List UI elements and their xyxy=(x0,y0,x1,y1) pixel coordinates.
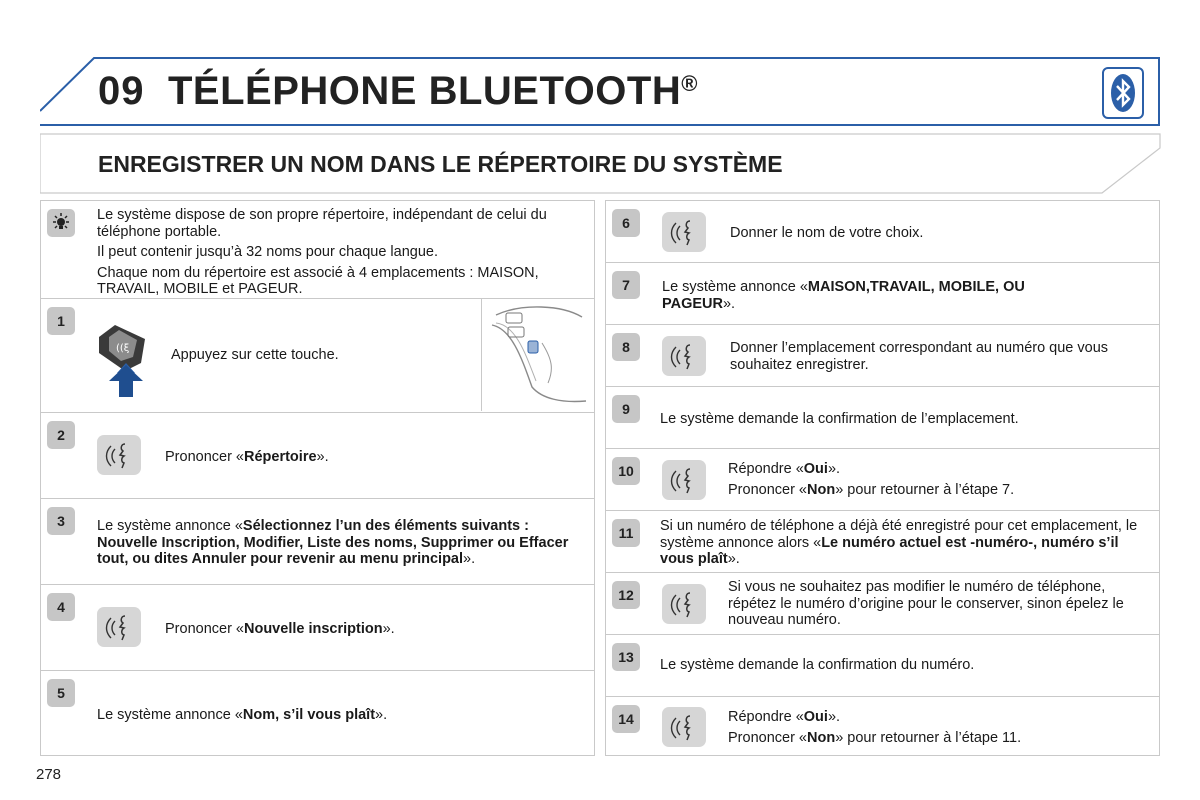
step-text-keyword: Oui xyxy=(803,461,828,477)
step-text-suffix: ». xyxy=(722,295,736,312)
step-text xyxy=(660,518,1140,568)
step-text-prefix: Le système annonce « xyxy=(662,279,808,295)
step-text-suffix: ». xyxy=(827,709,841,725)
step-number-badge: 1 xyxy=(47,307,75,335)
step-text-prefix: Prononcer « xyxy=(165,449,244,465)
step-text-keyword: Sélectionnez l’un des éléments suivants : Nouvelle Inscription, Modifier, Liste des noms, Supprimer ou Effacer tout, ou dites Annuler pour revenir au menu principal xyxy=(97,518,569,567)
voice-command-icon xyxy=(662,460,706,500)
step-number-badge: 9 xyxy=(612,395,640,423)
steering-wheel-illustration xyxy=(481,299,595,411)
step-text-suffix: ». xyxy=(375,707,388,723)
step-row xyxy=(606,635,1159,697)
step-number-badge: 13 xyxy=(612,643,640,671)
step-number-badge: 14 xyxy=(612,705,640,733)
step-text-keyword: Oui xyxy=(803,709,828,725)
voice-command-icon xyxy=(662,584,706,624)
steering-wheel-button-icon xyxy=(95,323,157,399)
step-row xyxy=(606,201,1159,263)
voice-command-icon xyxy=(662,212,706,252)
step-text-keyword: Répertoire xyxy=(244,449,317,465)
step-text-keyword: MAISON,TRAVAIL, MOBILE, OU PAGEUR xyxy=(662,279,1025,312)
step-text-suffix: ». xyxy=(727,551,740,567)
step-row xyxy=(41,499,594,585)
step-text-suffix: ». xyxy=(463,551,476,567)
chapter-title xyxy=(168,69,698,114)
step-number-badge: 4 xyxy=(47,593,75,621)
voice-command-icon xyxy=(662,707,706,747)
step-number-badge: 3 xyxy=(47,507,75,535)
step-text-keyword: Nouvelle inscription xyxy=(244,621,383,637)
step-text-suffix: » pour retourner à l’étape 7. xyxy=(835,481,1015,498)
step-number-badge: 10 xyxy=(612,457,640,485)
step-text-suffix: ». xyxy=(316,449,329,465)
step-text-prefix: Si un numéro de téléphone a déjà été enregistré pour cet emplacement, le système annonce alors « xyxy=(660,518,1138,551)
step-text: Si vous ne souhaitez pas modifier le numéro de téléphone, répétez le numéro d’origine pour le conserver, sinon épelez le nouveau numéro. xyxy=(728,579,1124,628)
step-row xyxy=(41,413,594,499)
step-row xyxy=(606,511,1159,573)
step-text: Donner l’emplacement correspondant au numéro que vous souhaitez enregistrer. xyxy=(730,340,1109,373)
voice-command-icon xyxy=(97,435,141,475)
step-text-keyword: Nom, s’il vous plaît xyxy=(242,707,376,723)
step-number-badge: 2 xyxy=(47,421,75,449)
step-text-prefix: Répondre « xyxy=(728,461,804,477)
step-row xyxy=(606,573,1159,635)
step-text xyxy=(728,461,1148,498)
step-text: Donner le nom de votre choix. xyxy=(730,225,924,241)
chapter-title-text: TÉLÉPHONE BLUETOOTH xyxy=(168,69,682,113)
step-text-line xyxy=(728,482,1148,499)
step-row xyxy=(606,387,1159,449)
step-text xyxy=(165,621,585,638)
chapter-number: 09 xyxy=(98,69,145,113)
step-text-line xyxy=(728,709,1148,726)
intro-text xyxy=(97,207,587,298)
step-number-badge: 6 xyxy=(612,209,640,237)
step-text-line xyxy=(728,730,1148,747)
bluetooth-icon xyxy=(1102,67,1144,119)
step-text-keyword: Non xyxy=(807,481,836,498)
intro-line: Chaque nom du répertoire est associé à 4 emplacements : MAISON, TRAVAIL, MOBILE et PAGEUR. xyxy=(97,264,539,297)
step-text-prefix: Prononcer « xyxy=(728,729,807,746)
step-text-keyword: Le numéro actuel est -numéro-, numéro s’il vous plaît xyxy=(660,534,1119,567)
section-title: ENREGISTRER UN NOM DANS LE RÉPERTOIRE DU SYSTÈME xyxy=(98,151,783,177)
step-text: Le système demande la confirmation de l’emplacement. xyxy=(660,411,1019,427)
voice-command-icon xyxy=(662,336,706,376)
intro-row xyxy=(41,201,594,299)
steps-panel-left xyxy=(40,200,595,756)
intro-line: Il peut contenir jusqu’à 32 noms pour chaque langue. xyxy=(97,244,438,260)
section-header xyxy=(40,133,1161,194)
voice-command-icon xyxy=(97,607,141,647)
step-text-prefix: Prononcer « xyxy=(165,621,244,637)
step-number-badge: 11 xyxy=(612,519,640,547)
step-text-keyword: Non xyxy=(807,729,836,746)
svg-text:((ξ: ((ξ xyxy=(116,343,130,354)
step-row xyxy=(606,697,1159,757)
step-row xyxy=(606,449,1159,511)
step-row xyxy=(606,325,1159,387)
trademark-symbol: ® xyxy=(681,71,698,96)
step-row xyxy=(606,263,1159,325)
step-text xyxy=(97,707,587,724)
step-text-suffix: ». xyxy=(382,621,395,637)
step-text-suffix: ». xyxy=(827,461,841,477)
steps-panel-right xyxy=(605,200,1160,756)
step-number-badge: 7 xyxy=(612,271,640,299)
step-text: Appuyez sur cette touche. xyxy=(171,347,339,363)
intro-line: Le système dispose de son propre répertoire, indépendant de celui du téléphone portable. xyxy=(97,207,547,240)
step-number-badge: 8 xyxy=(612,333,640,361)
page-number: 278 xyxy=(36,766,62,783)
step-text xyxy=(728,709,1148,746)
step-text-prefix: Le système annonce « xyxy=(97,707,243,723)
step-number-badge: 12 xyxy=(612,581,640,609)
chapter-header xyxy=(40,57,1160,126)
lightbulb-icon xyxy=(47,209,75,237)
step-text-prefix: Le système annonce « xyxy=(97,518,243,534)
step-text xyxy=(165,449,585,466)
step-text xyxy=(662,279,1052,312)
step-text xyxy=(97,518,587,568)
step-text: Le système demande la confirmation du numéro. xyxy=(660,657,975,673)
step-row xyxy=(41,671,594,757)
step-row xyxy=(41,299,594,413)
step-text-prefix: Répondre « xyxy=(728,709,804,725)
step-text-line xyxy=(728,461,1148,478)
step-text-prefix: Prononcer « xyxy=(728,481,807,498)
step-row xyxy=(41,585,594,671)
step-text-suffix: » pour retourner à l’étape 11. xyxy=(835,729,1022,746)
step-number-badge: 5 xyxy=(47,679,75,707)
